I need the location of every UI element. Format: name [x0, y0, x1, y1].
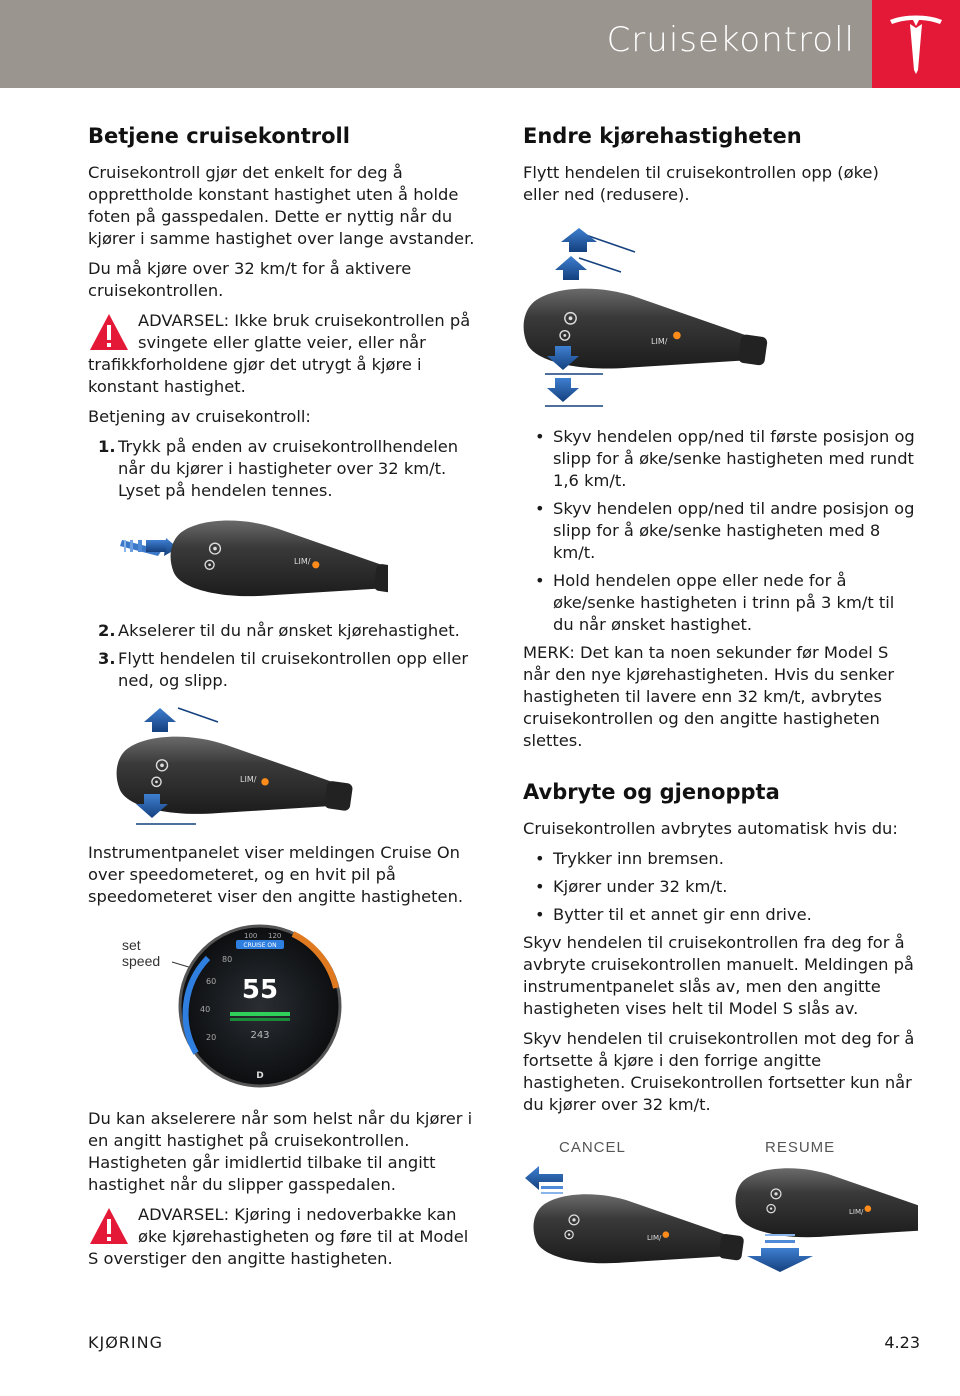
stalk-lim-label: LIM/ [849, 1208, 864, 1216]
speed-requirement: Du må kjøre over 32 km/t for å aktivere cruisekontrollen. [88, 259, 412, 300]
brand-logo [872, 0, 960, 88]
steps-list-continued [88, 620, 480, 692]
set-speed-label-1: set [122, 937, 141, 953]
cruise-on-banner: CRUISE ON [243, 942, 277, 949]
left-column [88, 122, 480, 1278]
operation-heading: Betjening av cruisekontroll: [88, 407, 311, 426]
cancel-label: CANCEL [559, 1139, 626, 1156]
tesla-logo-icon [886, 12, 946, 76]
list-item: • Kjører under 32 km/t. [535, 877, 728, 896]
current-speed: 55 [241, 975, 279, 1005]
speedo-tick: 120 [268, 932, 282, 940]
warning-icon [88, 1206, 130, 1246]
right-column [523, 122, 915, 1290]
footer-section: KJØRING [88, 1333, 164, 1352]
range-readout: 243 [250, 1030, 270, 1041]
accelerate-paragraph: Du kan akselerere når som helst når du kjører i en angitt hastighet på cruisekontrollen. Hastigheten går imidlertid tilbake til angitt hastighet når du slipper gasspedalen. [88, 1109, 473, 1194]
list-item: 3. Flytt hendelen til cruisekontrollen opp eller ned, og slipp. [98, 649, 469, 690]
stalk-lim-label: LIM/ [294, 557, 311, 566]
stalk-lim-label: LIM/ [647, 1234, 662, 1242]
list-item: • Trykker inn bremsen. [535, 849, 724, 868]
resume-paragraph: Skyv hendelen til cruisekontrollen mot deg for å fortsette å kjøre i den forrige angitte hastigheten. Cruisekontrollen fortsetter kun når du kjører over 32 km/t. [523, 1029, 915, 1114]
speed-bullets [523, 426, 915, 636]
warning-block [88, 1204, 480, 1270]
stalk-up-down-figure [88, 702, 388, 828]
page-title: Cruisekontroll [606, 20, 855, 60]
speedo-tick: 80 [222, 955, 233, 964]
stalk-lim-label: LIM/ [240, 775, 257, 784]
stalk-lim-label: LIM/ [651, 337, 668, 346]
speedometer-figure [88, 918, 388, 1094]
list-item: • Hold hendelen oppe eller nede for å øke/senke hastigheten i trinn på 3 km/t til du når ønsket hastighet. [535, 571, 895, 634]
cancel-resume-figure [523, 1130, 918, 1276]
section-title-change-speed: Endre kjørehastigheten [523, 124, 802, 148]
stalk-press-figure [88, 512, 388, 606]
change-speed-paragraph: Flytt hendelen til cruisekontrollen opp (øke) eller ned (redusere). [523, 163, 879, 204]
cruise-on-paragraph: Instrumentpanelet viser meldingen Cruise On over speedometeret, og en hvit pil på speedometeret viser den angitte hastigheten. [88, 843, 464, 906]
auto-cancel-paragraph: Cruisekontrollen avbrytes automatisk hvis du: [523, 819, 898, 838]
list-item: • Bytter til et annet gir enn drive. [535, 905, 812, 924]
speedo-tick: 20 [206, 1033, 217, 1042]
section-title-operate: Betjene cruisekontroll [88, 124, 350, 148]
stalk-two-position-figure [523, 216, 823, 412]
speedo-tick: 40 [200, 1005, 211, 1014]
warning-text: ADVARSEL: Ikke bruk cruisekontrollen på svingete eller glatte veier, eller når trafikkforholdene gjør det utrygt å kjøre i konstant hastighet. [88, 311, 471, 396]
manual-cancel-paragraph: Skyv hendelen til cruisekontrollen fra deg for å avbryte cruisekontrollen manuelt. Meldingen på instrumentpanelet slås av, men den angitte hastigheten vises helt til Model S slås av. [523, 933, 914, 1018]
speedo-tick: 60 [206, 977, 217, 986]
warning-block [88, 310, 480, 398]
list-item: 2. Akselerer til du når ønsket kjørehastighet. [98, 621, 460, 640]
list-item: 1. Trykk på enden av cruisekontrollhendelen når du kjører i hastigheter over 32 km/t. Lyset på hendelen tennes. [98, 437, 459, 500]
cancel-bullets [523, 848, 915, 926]
footer-page-number: 4.23 [884, 1333, 920, 1352]
set-speed-label-2: speed [122, 953, 161, 969]
warning-icon [88, 312, 130, 352]
intro-paragraph: Cruisekontroll gjør det enkelt for deg å opprettholde konstant hastighet uten å holde foten på gasspedalen. Dette er nyttig når du kjører i samme hastighet over lange avstander. [88, 163, 475, 248]
resume-label: RESUME [765, 1139, 836, 1156]
list-item: • Skyv hendelen opp/ned til andre posisjon og slipp for å øke/senke hastigheten med 8 km/t. [535, 499, 915, 562]
steps-list [88, 436, 480, 502]
speedo-tick: 100 [244, 932, 258, 940]
gear-indicator: D [256, 1071, 264, 1081]
warning-text: ADVARSEL: Kjøring i nedoverbakke kan øke kjørehastigheten og føre til at Model S overstiger den angitte hastigheten. [88, 1205, 469, 1268]
note-paragraph: MERK: Det kan ta noen sekunder før Model S når den nye kjørehastigheten. Hvis du senker hastigheten til lavere enn 32 km/t, avbrytes cruisekontrollen og den angitte hastigheten slettes. [523, 643, 895, 750]
list-item: • Skyv hendelen opp/ned til første posisjon og slipp for å øke/senke hastigheten med rundt 1,6 km/t. [535, 427, 915, 490]
page-header [0, 0, 960, 88]
section-title-cancel-resume: Avbryte og gjenoppta [523, 780, 780, 804]
